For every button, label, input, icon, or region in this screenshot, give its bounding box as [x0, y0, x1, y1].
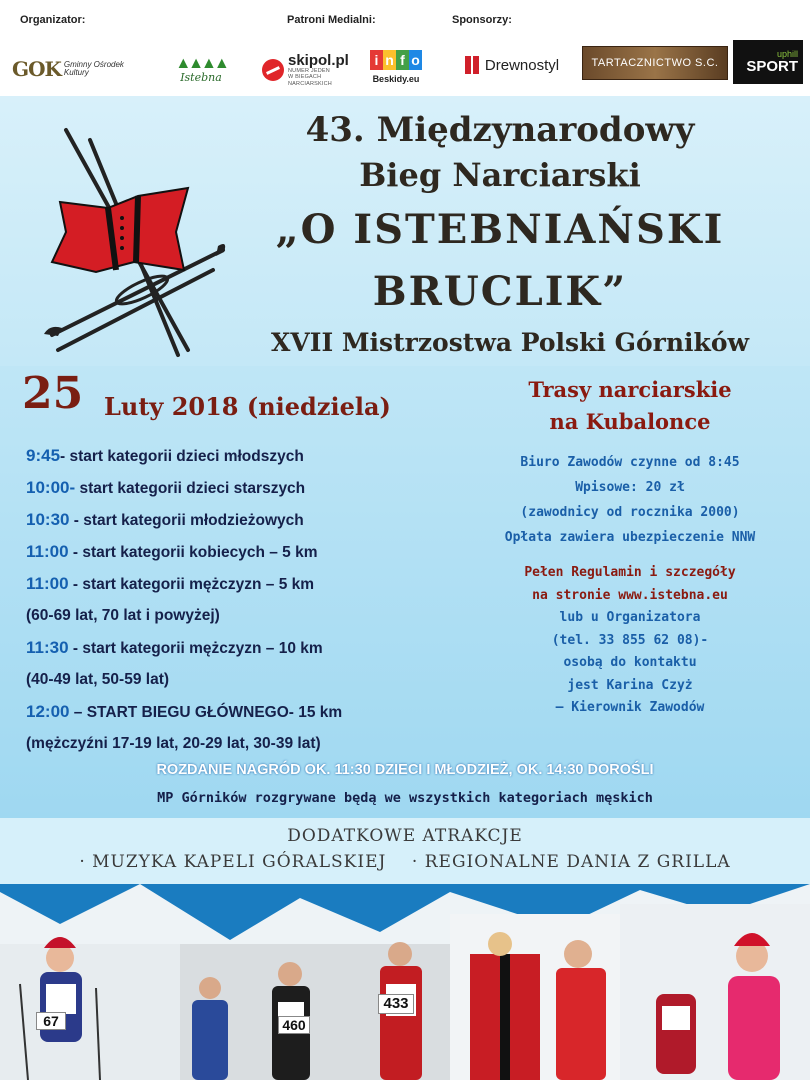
sponsor-bar: [0, 0, 810, 96]
info-letter: f: [396, 50, 409, 70]
office-info: [460, 450, 800, 550]
drewnostyl-icon: [465, 56, 479, 74]
office-info-line: (zawodnicy od rocznika 2000): [520, 505, 740, 520]
schedule-text: - start kategorii mężczyzn – 10 km: [68, 640, 323, 657]
schedule-time: 10:00-: [26, 478, 76, 497]
mp-note: MP Górników rozgrywane będą we wszystkich kategoriach męskich: [157, 790, 653, 806]
photo-collage-image: [0, 884, 810, 1080]
istebna-logo: ▲▲▲▲ Istebna: [175, 54, 227, 84]
extras-item-grill: REGIONALNE DANIA Z GRILLA: [424, 852, 731, 872]
schedule-text: - start kategorii kobiecych – 5 km: [68, 544, 318, 561]
event-title-line1: 43. Międzynarodowy: [305, 110, 695, 150]
skipol-logo: skipol.pl NUMER JEDEN W BIEGACH NARCIARSKICH: [262, 50, 360, 90]
sponsors-label: Sponsorzy:: [452, 14, 512, 26]
awards-note: ROZDANIE NAGRÓD OK. 11:30 DZIECI I MŁODZIEŻ, OK. 14:30 DOROŚLI: [156, 762, 654, 778]
info-letter: o: [409, 50, 422, 70]
contact-line: jest Karina Czyż: [567, 677, 693, 693]
schedule-row: [26, 536, 456, 568]
schedule-time: 9:45: [26, 446, 61, 465]
info-letters: [370, 50, 422, 70]
info-letter: i: [370, 50, 383, 70]
schedule-time: 11:00: [26, 542, 69, 561]
schedule-row: [26, 504, 456, 536]
contact-line: osobą do kontaktu: [563, 655, 697, 670]
schedule-time: 12:00: [26, 702, 70, 721]
schedule-text: (40-49 lat, 50-59 lat): [26, 671, 170, 688]
contact-line: (tel. 33 855 62 08)-: [551, 632, 709, 648]
schedule-row: [26, 600, 456, 632]
bullet-icon: ·: [79, 852, 93, 872]
schedule-row: [26, 568, 456, 600]
info-letter: n: [383, 50, 396, 70]
trees-icon: ▲▲▲▲: [175, 54, 227, 72]
event-title-line2: Bieg Narciarski: [359, 156, 641, 194]
extras-band: [0, 818, 810, 884]
bullet-icon: ·: [392, 852, 425, 872]
extras-item-music: MUZYKA KAPELI GÓRALSKIEJ: [92, 852, 387, 872]
schedule-row: [26, 472, 456, 504]
drewnostyl-logo: Drewnostyl: [450, 52, 574, 78]
contact-line: lub u Organizatora: [559, 610, 701, 625]
extras-items: [0, 852, 810, 872]
regulations-info: [460, 562, 800, 720]
schedule-time: 10:30: [26, 510, 70, 529]
schedule-row: [26, 664, 456, 696]
schedule-row: [26, 440, 456, 472]
schedule-row: [26, 696, 456, 728]
office-info-line: Biuro Zawodów czynne od 8:45: [520, 455, 740, 470]
tartacznictwo-logo: TARTACZNICTWO S.C.: [582, 46, 728, 80]
trasy-line1: Trasy narciarskie: [528, 377, 732, 402]
contact-line: – Kierownik Zawodów: [555, 700, 705, 715]
schedule-text: - start kategorii młodzieżowych: [69, 512, 304, 529]
schedule-time: 11:30: [26, 638, 69, 657]
organizer-label: Organizator:: [20, 14, 86, 26]
event-day: 25: [22, 368, 84, 419]
office-info-line: Wpisowe: 20 zł: [575, 480, 685, 495]
regulations-line: Pełen Regulamin i szczegóły: [524, 565, 736, 580]
schedule-text: - start kategorii mężczyzn – 5 km: [68, 576, 315, 593]
skipol-icon: [262, 59, 284, 81]
schedule-text: start kategorii dzieci starszych: [75, 480, 306, 497]
bib-number: 67: [36, 1012, 66, 1030]
bib-number: 460: [278, 1016, 310, 1034]
event-title-line4: BRUCLIK”: [372, 268, 628, 315]
gok-logo: GOK Gminny Ośrodek Kultury: [12, 57, 124, 81]
media-patrons-label: Patroni Medialni:: [287, 14, 376, 26]
regulations-line: na stronie www.istebna.eu: [532, 587, 728, 603]
info-beskidy-logo: i n f o Beskidy.eu: [366, 42, 426, 92]
office-info-line: Opłata zawiera ubezpieczenie NNW: [504, 530, 756, 545]
event-title-line3: „O ISTEBNIAŃSKI: [275, 206, 725, 253]
bib-number: 433: [378, 994, 414, 1014]
schedule-list: [26, 440, 456, 760]
info-column: [460, 374, 800, 720]
schedule-text: - start kategorii dzieci młodszych: [60, 448, 304, 465]
event-subtitle: XVII Mistrzostwa Polski Górników: [270, 328, 750, 357]
event-date: Luty 2018 (niedziela): [104, 392, 391, 421]
uphill-sport-logo: uphill SPORT: [733, 40, 803, 84]
schedule-text: (mężczyźni 17-19 lat, 20-29 lat, 30-39 lat): [26, 735, 321, 752]
trasy-line2: na Kubalonce: [549, 409, 711, 434]
extras-title: DODATKOWE ATRAKCJE: [287, 826, 523, 846]
bruclik-emblem-icon: [38, 120, 228, 360]
schedule-row: [26, 728, 456, 760]
schedule-text: – START BIEGU GŁÓWNEGO- 15 km: [69, 704, 343, 721]
schedule-text: (60-69 lat, 70 lat i powyżej): [26, 607, 220, 624]
schedule-row: [26, 632, 456, 664]
photo-strip: [0, 884, 810, 1080]
schedule-time: 11:00: [26, 574, 69, 593]
